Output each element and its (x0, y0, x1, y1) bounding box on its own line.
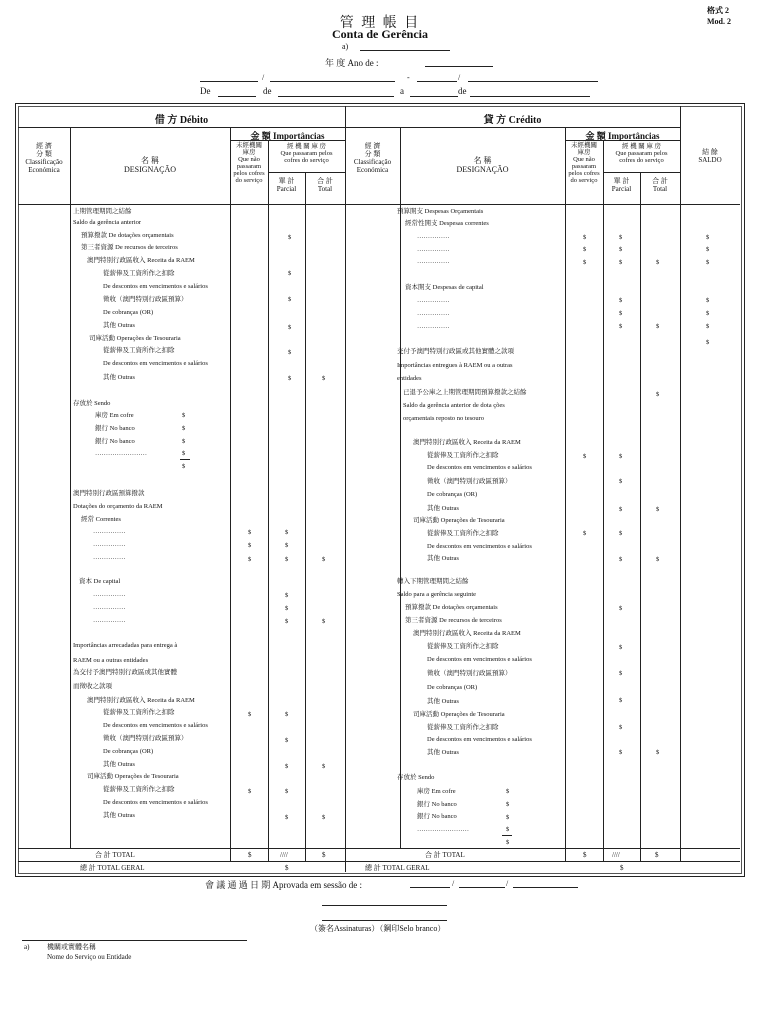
debit-line: 澳門特別行政區預算撥款 (73, 490, 145, 497)
credit-line: Saldo para a gerência seguinte (397, 591, 477, 598)
credit-line: …………… (417, 323, 450, 330)
credit-line: 交付予澳門特別行政區或其他實體之款項 (397, 348, 514, 355)
currency: $ (583, 851, 587, 859)
currency-mark: $ (288, 375, 292, 382)
pass-header: 經 機 關 庫 房 Que passaram pelos cofres do serviço (615, 143, 668, 164)
dash: - (407, 73, 410, 82)
credit-line: 其他 Outras (427, 505, 459, 512)
slashes: //// (280, 851, 288, 859)
parcial-header: 單 計 Parcial (276, 177, 297, 193)
currency-mark: $ (583, 234, 587, 241)
date-line (200, 81, 258, 82)
debit-line: …………… (93, 617, 126, 624)
currency-mark: $ (619, 724, 623, 731)
credit-line: 從薪俸及工資所作之扣除 (427, 724, 499, 731)
parcial-header: 單 計 Parcial (611, 177, 632, 193)
currency-mark: $ (583, 259, 587, 266)
currency-mark: $ (506, 826, 510, 833)
currency-mark: $ (285, 605, 289, 612)
debit-line: Saldo da gerência anterior (73, 219, 142, 226)
debit-line: 預算撥款 De dotações orçamentais (81, 232, 174, 239)
credit-line: 澳門特別行政區收入 Receita da RAEM (413, 630, 521, 637)
debit-line: 庫房 Em cofre (95, 412, 134, 419)
debit-line: 其他 Outras (103, 374, 135, 381)
debit-line: …………… (93, 591, 126, 598)
rule (603, 172, 680, 173)
debit-line: 為交付予澳門特別行政區或其他實體 (73, 669, 177, 676)
debit-amounts-heading: 金 額 Importâncias (250, 131, 325, 141)
currency-mark: $ (619, 323, 623, 330)
currency-mark: $ (285, 592, 289, 599)
signature-line (322, 920, 447, 921)
credit-line: 從薪俸及工資所作之扣除 (427, 530, 499, 537)
debit-line: 從薪俸及工資所作之扣除 (103, 709, 175, 716)
rule (18, 848, 740, 849)
currency-mark: $ (288, 349, 292, 356)
currency-mark: $ (706, 259, 710, 266)
approved-label: 會 議 通 過 日 期 Aprovada em sessão de : (205, 880, 362, 890)
rule (18, 127, 680, 128)
currency-mark: $ (322, 618, 326, 625)
credit-line: 銀行 No banco (417, 813, 457, 820)
currency-mark: $ (285, 814, 289, 821)
rule (18, 204, 740, 205)
of-label: de (263, 86, 272, 96)
debit-line: 其他 Outras (103, 812, 135, 819)
credit-line: 徵收（澳門特別行政區預算） (427, 478, 512, 485)
currency-mark: $ (619, 697, 623, 704)
credit-line: 轉入下期管理期間之結餘 (397, 578, 469, 585)
debit-line: 徵收（澳門特別行政區預算） (103, 735, 188, 742)
credit-line: De descontos em vencimentos e salários (427, 736, 532, 743)
rule (640, 172, 641, 861)
currency-mark: $ (285, 711, 289, 718)
credit-grand-label: 總 計 TOTAL GERAL (365, 864, 430, 872)
debit-line: De descontos em vencimentos e salários (103, 283, 208, 290)
credit-line: De descontos em vencimentos e salários (427, 464, 532, 471)
debit-line: 其他 Outras (103, 322, 135, 329)
total-header: 合 計 Total (652, 177, 668, 193)
currency-mark: $ (285, 763, 289, 770)
credit-line: De cobranças (OR) (427, 491, 478, 498)
footnote-pt: Nome do Serviço ou Entidade (47, 953, 132, 961)
currency-mark: $ (583, 530, 587, 537)
currency-mark: $ (506, 788, 510, 795)
credit-line: 預算撥款 De dotações orçamentais (405, 604, 498, 611)
debit-line: De cobranças (OR) (103, 309, 154, 316)
currency-mark: $ (619, 246, 623, 253)
debit-line: 存放於 Sendo (73, 400, 111, 407)
currency-mark: $ (583, 453, 587, 460)
debit-line: 經常 Correntes (81, 516, 121, 523)
slash: / (452, 879, 455, 888)
slash: / (458, 73, 461, 82)
currency-mark: $ (619, 556, 623, 563)
form-number: 格式 2 (707, 6, 729, 15)
date-line (270, 81, 395, 82)
currency-mark: $ (656, 556, 660, 563)
currency-mark: $ (285, 737, 289, 744)
credit-line: 銀行 No banco (417, 801, 457, 808)
credit-line: entidades (397, 375, 422, 382)
debit-line: De descontos em vencimentos e salários (103, 799, 208, 806)
debit-line: 司庫活動 Operações de Tesouraria (87, 773, 179, 780)
signature-label: （簽名Assinaturas）（鋼印Selo branco） (310, 924, 446, 933)
date-line (218, 96, 256, 97)
currency-mark: $ (656, 391, 660, 398)
slashes: //// (612, 851, 620, 859)
credit-line: 徵收（澳門特別行政區預算） (427, 670, 512, 677)
subtotal-rule (180, 459, 190, 460)
debit-heading: 借 方 Débito (154, 115, 209, 126)
designation-header: 名 稱 DESIGNAÇÃO (456, 156, 509, 174)
credit-line: …………… (417, 233, 450, 240)
currency-mark: $ (322, 375, 326, 382)
currency-mark: $ (619, 259, 623, 266)
currency-mark: $ (248, 556, 252, 563)
credit-line: …………………… (417, 826, 469, 833)
debit-line: Dotações do orçamento da RAEM (73, 503, 163, 510)
credit-line: 存放於 Sendo (397, 774, 435, 781)
currency-mark: $ (619, 297, 623, 304)
currency-mark: $ (182, 412, 186, 419)
debit-line: De descontos em vencimentos e salários (103, 360, 208, 367)
currency-mark: $ (288, 324, 292, 331)
credit-line: 預算開支 Despesas Orçamentais (397, 208, 484, 215)
signature-line (322, 905, 447, 906)
to-label: a (400, 86, 404, 96)
footnote-rule (22, 940, 247, 941)
credit-line: …………… (417, 310, 450, 317)
debit-line: 澳門特別行政區收入 Receita da RAEM (87, 697, 195, 704)
currency-mark: $ (706, 323, 710, 330)
date-line (410, 96, 458, 97)
currency-mark: $ (506, 814, 510, 821)
credit-amounts-heading: 金 額 Importâncias (585, 131, 660, 141)
date-line (459, 887, 505, 888)
credit-line: 其他 Outras (427, 749, 459, 756)
currency-mark: $ (322, 556, 326, 563)
currency-mark: $ (619, 530, 623, 537)
credit-line: …………… (417, 297, 450, 304)
debit-line: 第三者資源 De recursos de terceiros (81, 244, 178, 251)
currency-mark: $ (322, 763, 326, 770)
nopass-header: 未經機關 庫房 Que não passaram pelos cofres do serviço (233, 142, 265, 184)
currency-mark: $ (288, 234, 292, 241)
debit-line: 而徵收之款項 (73, 683, 112, 690)
currency: $ (322, 851, 326, 859)
debit-line: …………………… (95, 450, 147, 457)
currency-mark: $ (706, 310, 710, 317)
rule (603, 140, 604, 861)
credit-line: 從薪俸及工資所作之扣除 (427, 643, 499, 650)
model-number: Mod. 2 (707, 17, 731, 26)
currency-mark: $ (506, 801, 510, 808)
credit-line: orçamentais reposto no tesouro (403, 415, 485, 422)
currency-mark: $ (706, 339, 710, 346)
debit-line: 從薪俸及工資所作之扣除 (103, 786, 175, 793)
footnote-zh: 機關或實體名稱 (47, 943, 96, 951)
debit-line: RAEM ou a outras entidades (73, 657, 149, 664)
debit-line: 從薪俸及工資所作之扣除 (103, 270, 175, 277)
credit-line: …………… (417, 246, 450, 253)
from-label: De (200, 86, 211, 96)
designation-header: 名 稱 DESIGNAÇÃO (124, 156, 176, 174)
credit-total-label: 合 計 TOTAL (425, 851, 465, 859)
subtotal-rule (502, 835, 512, 836)
currency-mark: $ (506, 839, 510, 846)
rule (305, 172, 306, 861)
rule (565, 127, 566, 861)
credit-line: Saldo da gerência anterior de dota ções (403, 402, 505, 409)
currency-mark: $ (248, 529, 252, 536)
credit-line: 第三者資源 De recursos de terceiros (405, 617, 502, 624)
currency: $ (655, 851, 659, 859)
credit-line: 其他 Outras (427, 555, 459, 562)
credit-line: 司庫活動 Operações de Tesouraria (413, 517, 505, 524)
credit-line: 從薪俸及工資所作之扣除 (427, 452, 499, 459)
credit-line: De descontos em vencimentos e salários (427, 543, 532, 550)
debit-grand-label: 總 計 TOTAL GERAL (80, 864, 145, 872)
debit-line: 銀行 No banco (95, 425, 135, 432)
credit-line: 其他 Outras (427, 698, 459, 705)
rule (268, 172, 345, 173)
title-pt: Conta de Gerência (332, 27, 428, 41)
slash: / (506, 879, 509, 888)
debit-line: De descontos em vencimentos e salários (103, 722, 208, 729)
year-line (425, 66, 493, 67)
rule (400, 127, 401, 848)
debit-line: …………… (93, 554, 126, 561)
date-line (513, 887, 578, 888)
currency-mark: $ (656, 323, 660, 330)
currency-mark: $ (288, 270, 292, 277)
debit-line: 徵收（澳門特別行政區預算） (103, 296, 188, 303)
debit-line: …………… (93, 541, 126, 548)
currency-mark: $ (619, 453, 623, 460)
currency-mark: $ (248, 542, 252, 549)
date-line (470, 96, 590, 97)
currency-mark: $ (619, 234, 623, 241)
currency-mark: $ (288, 296, 292, 303)
debit-line: 司庫活動 Operações de Tesouraria (89, 335, 181, 342)
currency-mark: $ (619, 506, 623, 513)
title-zh: 管 理 帳 目 (339, 16, 421, 31)
currency-mark: $ (656, 749, 660, 756)
entity-line (360, 50, 450, 51)
currency-mark: $ (285, 542, 289, 549)
debit-line: …………… (93, 528, 126, 535)
footnote-mark: a) (24, 943, 30, 951)
currency-mark: $ (583, 246, 587, 253)
debit-line: 其他 Outras (103, 761, 135, 768)
date-line (278, 96, 394, 97)
debit-line: …………… (93, 604, 126, 611)
credit-line: De cobranças (OR) (427, 684, 478, 691)
currency-mark: $ (285, 556, 289, 563)
currency-mark: $ (285, 618, 289, 625)
debit-line: Importâncias arrecadadas para entrega à (73, 642, 178, 649)
entity-label: a) (342, 42, 349, 51)
nopass-header: 未經機關 庫房 Que não passaram pelos cofres do serviço (568, 142, 600, 184)
class-header: 經 濟 分 類 Classificação Económica (353, 142, 392, 174)
currency-mark: $ (656, 259, 660, 266)
currency-mark: $ (619, 749, 623, 756)
currency-mark: $ (619, 605, 623, 612)
currency: $ (248, 851, 252, 859)
date-line (468, 81, 598, 82)
currency-mark: $ (706, 234, 710, 241)
currency-mark: $ (182, 438, 186, 445)
of-label: de (458, 86, 467, 96)
rule (70, 127, 71, 848)
rule (230, 127, 231, 861)
date-line (410, 887, 450, 888)
currency-mark: $ (182, 425, 186, 432)
credit-line: 澳門特別行政區收入 Receita da RAEM (413, 439, 521, 446)
rule (268, 140, 269, 861)
debit-line: 從薪俸及工資所作之扣除 (103, 347, 175, 354)
credit-line: 司庫活動 Operações de Tesouraria (413, 711, 505, 718)
credit-line: 已退予公庫之上期管理期間預算撥款之結餘 (403, 389, 527, 396)
currency-mark: $ (619, 310, 623, 317)
currency-mark: $ (619, 644, 623, 651)
currency-mark: $ (182, 463, 186, 470)
currency-mark: $ (656, 506, 660, 513)
debit-line: 上期管理期間之結餘 (73, 208, 132, 215)
slash: / (262, 73, 265, 82)
pass-header: 經 機 關 庫 房 Que passaram pelos cofres do serviço (280, 143, 333, 164)
credit-line: 資本開支 Despesas de capital (405, 284, 484, 291)
credit-heading: 貸 方 Crédito (483, 115, 542, 126)
currency-mark: $ (182, 450, 186, 457)
credit-line: Importâncias entregues à RAEM ou a outras (397, 362, 513, 369)
currency-mark: $ (285, 529, 289, 536)
currency-mark: $ (706, 297, 710, 304)
debit-line: De cobranças (OR) (103, 748, 154, 755)
currency-mark: $ (285, 788, 289, 795)
credit-line: 庫房 Em cofre (417, 788, 456, 795)
rule (345, 106, 346, 872)
class-header: 經 濟 分 類 Classificação Económica (25, 142, 63, 174)
credit-line: De descontos em vencimentos e salários (427, 656, 532, 663)
credit-line: …………… (417, 258, 450, 265)
debit-line: 澳門特別行政區收入 Receita da RAEM (87, 257, 195, 264)
debit-line: 資本 De capital (79, 578, 121, 585)
currency: $ (285, 864, 289, 872)
currency-mark: $ (248, 788, 252, 795)
total-header: 合 計 Total (317, 177, 333, 193)
currency-mark: $ (619, 670, 623, 677)
currency-mark: $ (248, 711, 252, 718)
currency-mark: $ (706, 246, 710, 253)
debit-line: 銀行 No banco (95, 438, 135, 445)
date-line (417, 81, 457, 82)
currency-mark: $ (322, 814, 326, 821)
year-label: 年 度 Ano de : (325, 58, 379, 68)
currency-mark: $ (619, 478, 623, 485)
rule (18, 861, 740, 862)
credit-line: 經常性開支 Despesas correntes (405, 220, 489, 227)
currency: $ (620, 864, 624, 872)
saldo-header: 結 餘 SALDO (698, 148, 722, 164)
rule (680, 106, 681, 861)
debit-total-label: 合 計 TOTAL (95, 851, 135, 859)
